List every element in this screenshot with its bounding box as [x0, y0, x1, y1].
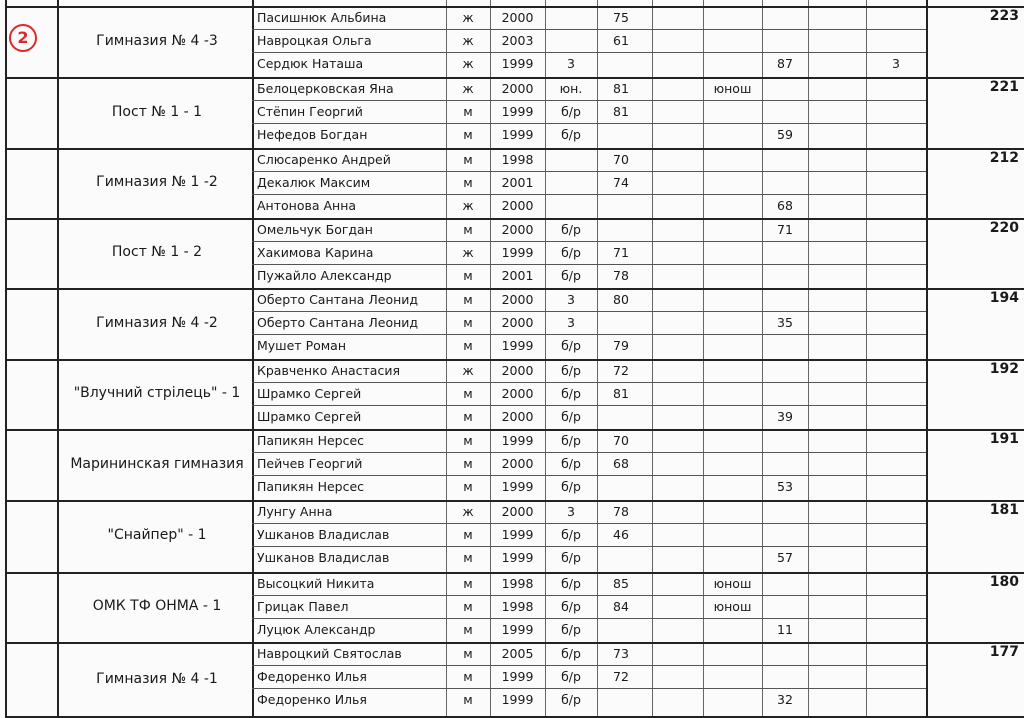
group-separator	[5, 218, 1024, 220]
row-separator	[252, 452, 926, 453]
cell-name: Слюсаренко Андрей	[257, 152, 391, 167]
cell-rank: б/р	[561, 433, 581, 448]
cell-year: 2000	[501, 81, 534, 96]
cell-sex: м	[463, 104, 473, 119]
cell-sex: ж	[462, 198, 474, 213]
cell-name: Сердюк Наташа	[257, 56, 364, 71]
cell-name: Навроцкий Святослав	[257, 646, 402, 661]
cell-rank: б/р	[561, 599, 581, 614]
row-separator	[252, 546, 926, 547]
row-separator	[252, 405, 926, 406]
cell-s1: 68	[613, 456, 629, 471]
team-score: 180	[989, 574, 1019, 590]
team-name: Гимназия № 1 -2	[96, 174, 218, 190]
cell-rank: б/р	[561, 479, 581, 494]
team-score: 181	[989, 502, 1019, 518]
cell-name: Антонова Анна	[257, 198, 357, 213]
cell-s3: 3	[892, 56, 900, 71]
cell-year: 2005	[501, 646, 534, 661]
cell-sex: м	[463, 433, 473, 448]
cell-s2: 59	[777, 127, 793, 142]
cell-year: 2000	[501, 386, 534, 401]
cell-sex: ж	[462, 56, 474, 71]
cell-year: 1999	[501, 433, 534, 448]
cell-rank: б/р	[561, 268, 581, 283]
team-name: "Снайпер" - 1	[107, 527, 207, 543]
cell-rank: б/р	[561, 386, 581, 401]
cell-s2: 53	[777, 479, 793, 494]
team-score: 194	[989, 290, 1019, 306]
row-separator	[252, 475, 926, 476]
cell-s1: 80	[613, 292, 629, 307]
cell-s1: 81	[613, 386, 629, 401]
cell-s1: 70	[613, 152, 629, 167]
cell-name: Шрамко Сергей	[257, 409, 362, 424]
cell-s1: 85	[613, 576, 629, 591]
cell-year: 1998	[501, 152, 534, 167]
cell-name: Белоцерковская Яна	[257, 81, 394, 96]
cell-year: 2000	[501, 198, 534, 213]
row-separator	[252, 123, 926, 124]
team-score: 192	[989, 361, 1019, 377]
cell-year: 2000	[501, 292, 534, 307]
cell-sex: ж	[462, 10, 474, 25]
cell-year: 2000	[501, 10, 534, 25]
team-name: Марининская гимназия	[70, 455, 244, 472]
row-separator	[252, 194, 926, 195]
cell-year: 1999	[501, 622, 534, 637]
cell-s1: 79	[613, 338, 629, 353]
cell-name: Оберто Сантана Леонид	[257, 292, 419, 307]
cell-sex: м	[463, 175, 473, 190]
cell-sex: м	[463, 599, 473, 614]
group-separator	[5, 288, 1024, 290]
cell-year: 2000	[501, 363, 534, 378]
cell-name: Папикян Нерсес	[257, 433, 365, 448]
cell-sex: ж	[462, 504, 474, 519]
cell-s1: 78	[613, 268, 629, 283]
cell-sex: м	[463, 338, 473, 353]
cell-year: 1999	[501, 692, 534, 707]
cell-s1: 70	[613, 433, 629, 448]
cell-s2: 57	[777, 550, 793, 565]
row-separator	[252, 382, 926, 383]
cell-name: Федоренко Илья	[257, 669, 367, 684]
row-separator	[252, 171, 926, 172]
cell-s2: 11	[777, 622, 793, 637]
cell-sex: м	[463, 409, 473, 424]
cell-s2: 32	[777, 692, 793, 707]
page-number-badge: 2	[9, 24, 37, 52]
cell-sex: м	[463, 692, 473, 707]
cell-name: Пасишнюк Альбина	[257, 10, 387, 25]
team-name: "Влучний стрілець" - 1	[73, 385, 241, 401]
cell-year: 1999	[501, 550, 534, 565]
cell-s1: 73	[613, 646, 629, 661]
team-score: 191	[989, 431, 1019, 447]
cell-s1: 71	[613, 245, 629, 260]
cell-name: Высоцкий Никита	[257, 576, 375, 591]
cell-s1: 81	[613, 104, 629, 119]
cell-s1: 81	[613, 81, 629, 96]
cell-s2: 39	[777, 409, 793, 424]
cell-sex: м	[463, 622, 473, 637]
row-separator	[252, 311, 926, 312]
team-name: Пост № 1 - 2	[111, 244, 203, 260]
cell-sex: м	[463, 292, 473, 307]
cell-rank: б/р	[561, 669, 581, 684]
cell-sex: ж	[462, 363, 474, 378]
cell-name: Шрамко Сергей	[257, 386, 362, 401]
team-name: ОМК ТФ ОНМА - 1	[92, 598, 222, 614]
cell-year: 1999	[501, 127, 534, 142]
cell-year: 1999	[501, 104, 534, 119]
cell-sex: м	[463, 222, 473, 237]
cell-sex: м	[463, 646, 473, 661]
cell-rank: б/р	[561, 409, 581, 424]
cell-rank: б/р	[561, 104, 581, 119]
cell-name: Хакимова Карина	[257, 245, 374, 260]
cell-rank: б/р	[561, 550, 581, 565]
group-separator	[5, 6, 1024, 8]
cell-s1: 78	[613, 504, 629, 519]
cell-sex: м	[463, 479, 473, 494]
cell-rank: б/р	[561, 576, 581, 591]
cell-year: 1999	[501, 56, 534, 71]
row-separator	[252, 595, 926, 596]
cell-junior: юнош	[713, 81, 752, 96]
cell-name: Стёпин Георгий	[257, 104, 363, 119]
cell-year: 2000	[501, 456, 534, 471]
cell-sex: ж	[462, 245, 474, 260]
row-separator	[252, 334, 926, 335]
team-score: 220	[989, 220, 1019, 236]
cell-name: Ушканов Владислав	[257, 550, 390, 565]
cell-rank: б/р	[561, 527, 581, 542]
cell-year: 1998	[501, 576, 534, 591]
row-separator	[252, 52, 926, 53]
cell-name: Лунгу Анна	[257, 504, 333, 519]
cell-year: 1999	[501, 479, 534, 494]
cell-s1: 46	[613, 527, 629, 542]
group-separator	[5, 572, 1024, 574]
cell-name: Пейчев Георгий	[257, 456, 363, 471]
cell-name: Навроцкая Ольга	[257, 33, 372, 48]
cell-name: Федоренко Илья	[257, 692, 367, 707]
cell-year: 1999	[501, 527, 534, 542]
cell-year: 2000	[501, 409, 534, 424]
cell-s1: 74	[613, 175, 629, 190]
team-name: Гимназия № 4 -3	[96, 32, 218, 49]
row-separator	[252, 523, 926, 524]
group-separator	[5, 500, 1024, 502]
team-name: Гимназия № 4 -2	[96, 314, 218, 331]
cell-s2: 87	[777, 56, 793, 71]
cell-s1: 61	[613, 33, 629, 48]
row-separator	[252, 618, 926, 619]
cell-name: Ушканов Владислав	[257, 527, 390, 542]
cell-name: Луцюк Александр	[257, 622, 376, 637]
cell-rank: б/р	[561, 222, 581, 237]
group-separator	[5, 642, 1024, 644]
cell-name: Оберто Сантана Леонид	[257, 315, 419, 330]
cell-name: Мушет Роман	[257, 338, 347, 353]
cell-rank: б/р	[561, 245, 581, 260]
team-name: Гимназия № 4 -1	[96, 671, 218, 687]
cell-sex: ж	[462, 33, 474, 48]
cell-s2: 71	[777, 222, 793, 237]
group-separator	[5, 429, 1024, 431]
cell-junior: юнош	[713, 599, 752, 614]
cell-name: Грицак Павел	[257, 599, 349, 614]
cell-sex: м	[463, 386, 473, 401]
cell-junior: юнош	[713, 576, 752, 591]
cell-sex: м	[463, 576, 473, 591]
cell-s1: 75	[613, 10, 629, 25]
cell-year: 1999	[501, 245, 534, 260]
cell-rank: 3	[567, 504, 575, 519]
cell-sex: м	[463, 152, 473, 167]
cell-name: Кравченко Анастасия	[257, 363, 400, 378]
cell-year: 2000	[501, 315, 534, 330]
cell-rank: б/р	[561, 127, 581, 142]
team-score: 177	[989, 644, 1019, 660]
row-separator	[252, 264, 926, 265]
cell-rank: б/р	[561, 456, 581, 471]
group-separator	[5, 77, 1024, 79]
cell-rank: 3	[567, 292, 575, 307]
row-separator	[252, 29, 926, 30]
cell-sex: м	[463, 550, 473, 565]
cell-year: 1999	[501, 338, 534, 353]
row-separator	[252, 100, 926, 101]
cell-sex: м	[463, 127, 473, 142]
cell-name: Пужайло Александр	[257, 268, 392, 283]
cell-year: 1999	[501, 669, 534, 684]
cell-rank: юн.	[559, 81, 583, 96]
cell-sex: м	[463, 669, 473, 684]
cell-rank: б/р	[561, 338, 581, 353]
cell-s1: 84	[613, 599, 629, 614]
row-separator	[252, 241, 926, 242]
cell-rank: б/р	[561, 692, 581, 707]
cell-s2: 35	[777, 315, 793, 330]
cell-year: 2000	[501, 504, 534, 519]
team-name: Пост № 1 - 1	[111, 103, 203, 120]
row-separator	[252, 688, 926, 689]
team-score: 212	[989, 150, 1019, 166]
cell-sex: м	[463, 315, 473, 330]
row-separator	[252, 665, 926, 666]
cell-sex: м	[463, 456, 473, 471]
cell-rank: б/р	[561, 363, 581, 378]
cell-rank: б/р	[561, 622, 581, 637]
cell-name: Нефедов Богдан	[257, 127, 368, 142]
cell-sex: ж	[462, 81, 474, 96]
group-separator	[5, 359, 1024, 361]
cell-name: Декалюк Максим	[257, 175, 371, 190]
cell-year: 2000	[501, 222, 534, 237]
cell-sex: м	[463, 268, 473, 283]
cell-year: 2001	[501, 268, 534, 283]
team-score: 223	[989, 8, 1019, 24]
cell-year: 2001	[501, 175, 534, 190]
cell-name: Омельчук Богдан	[257, 222, 373, 237]
cell-year: 2003	[501, 33, 534, 48]
cell-rank: 3	[567, 56, 575, 71]
cell-rank: 3	[567, 315, 575, 330]
cell-name: Папикян Нерсес	[257, 479, 365, 494]
cell-s1: 72	[613, 669, 629, 684]
team-score: 221	[989, 79, 1019, 95]
cell-s2: 68	[777, 198, 793, 213]
cell-rank: б/р	[561, 646, 581, 661]
cell-s1: 72	[613, 363, 629, 378]
cell-year: 1998	[501, 599, 534, 614]
cell-sex: м	[463, 527, 473, 542]
group-separator	[5, 148, 1024, 150]
